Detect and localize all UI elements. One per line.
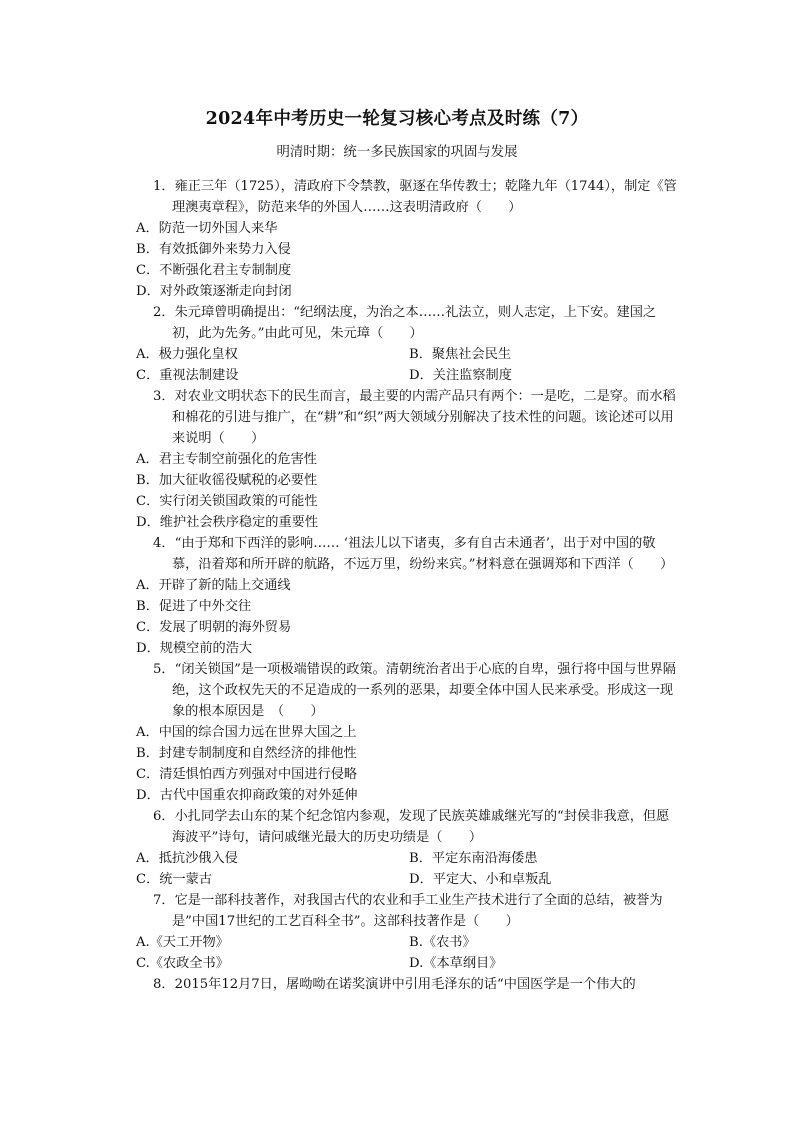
option-b: B.《农书》 [409,935,476,950]
option-a: A．防范一切外国人来华 [136,221,278,236]
option-row [136,953,680,974]
option-b: B．促进了中外交往 [136,599,252,614]
option-a: A．君主专制空前强化的危害性 [136,452,317,467]
option-row [136,932,680,953]
question-stem: 1．雍正三年（1725），清政府下令禁教，驱逐在华传教士；乾隆九年（1744），制定《管理澳夷章程》，防范来华的外国人……这表明清政府（ ） [153,179,677,215]
question-7 [136,890,680,974]
question-stem: 6．小扎同学去山东的某个纪念馆内参观，发现了民族英雄戚继光写的“封侯非我意，但愿海波平”诗句，请问戚继光最大的历史功绩是（ ） [153,809,670,845]
option-c: C．实行闭关锁国政策的可能性 [136,494,318,509]
option-a: A．抵抗沙俄入侵 [136,851,238,866]
option-b: B．聚焦社会民生 [409,347,512,362]
option-d: D．古代中国重农抑商政策的对外延伸 [136,788,358,803]
option-a: A．中国的综合国力远在世界大国之上 [136,725,357,740]
question-1 [136,176,680,302]
option-b: B．加大征收徭役赋税的必要性 [136,473,318,488]
option-a: A．极力强化皇权 [136,347,238,362]
question-8 [136,974,680,995]
question-6 [136,806,680,890]
option-b: B．封建专制制度和自然经济的排他性 [136,746,357,761]
option-d: D.《本草纲目》 [409,956,503,971]
question-3 [136,386,680,533]
option-c: C．发展了明朝的海外贸易 [136,620,292,635]
question-stem: 3．对农业文明状态下的民生而言，最主要的内需产品只有两个：一是吃，二是穿。而水稻和棉花的引进与推广，在“耕”和“织”两大领域分别解决了技术性的问题。该论述可以用来说明（ ） [153,389,676,446]
option-b: B．有效抵御外来势力入侵 [136,242,291,257]
option-c: C．重视法制建设 [136,368,239,383]
question-4 [136,533,680,659]
option-c: C．统一蒙古 [136,872,213,887]
question-stem: 8．2015年12月7日，屠呦呦在诺奖演讲中引用毛泽东的话“中国医学是一个伟大的 [153,977,636,992]
question-stem: 4．“由于郑和下西洋的影响…… ‘祖法儿以下诸夷，多有自古未通者’，出于对中国的敬慕，沿着郑和所开辟的航路，不远万里，纷纷来宾。”材料意在强调郑和下西洋（ ） [153,536,674,572]
page-title: 2024年中考历史一轮复习核心考点及时练（7） [205,109,589,129]
question-stem: 2．朱元璋曾明确提出：“纪纲法度，为治之本……礼法立，则人志定，上下安。建国之初，此为先务。”由此可见，朱元璋（ ） [153,305,657,341]
page-subtitle: 明清时期：统一多民族国家的巩固与发展 [276,145,518,160]
question-stem: 5．“闭关锁国”是一项极端错误的政策。清朝统治者出于心底的自卑，强行将中国与世界隔绝，这个政权先天的不足造成的一系列的恶果，却要全体中国人民来承受。形成这一现象的根本原因是 （ ） [153,662,676,719]
question-list [136,176,680,995]
option-row [136,869,680,890]
option-c: C．清廷惧怕西方列强对中国进行侵略 [136,767,358,782]
option-c: C.《农政全书》 [136,956,229,971]
question-2 [136,302,680,386]
option-row [136,365,680,386]
question-stem: 7．它是一部科技著作，对我国古代的农业和手工业生产技术进行了全面的总结，被誉为是”中国17世纪的工艺百科全书”。这部科技著作是（ ） [153,893,663,929]
option-row [136,344,680,365]
option-d: D．关注监察制度 [409,368,512,383]
option-c: C．不断强化君主专制制度 [136,263,292,278]
option-d: D．维护社会秩序稳定的重要性 [136,515,319,530]
option-d: D．规模空前的浩大 [136,641,253,656]
option-row [136,848,680,869]
option-b: B．平定东南沿海倭患 [409,851,538,866]
option-d: D．对外政策逐渐走向封闭 [136,284,292,299]
question-5 [136,659,680,806]
option-a: A．开辟了新的陆上交通线 [136,578,291,593]
option-a: A.《天工开物》 [136,935,229,950]
option-d: D．平定大、小和卓叛乱 [409,872,552,887]
